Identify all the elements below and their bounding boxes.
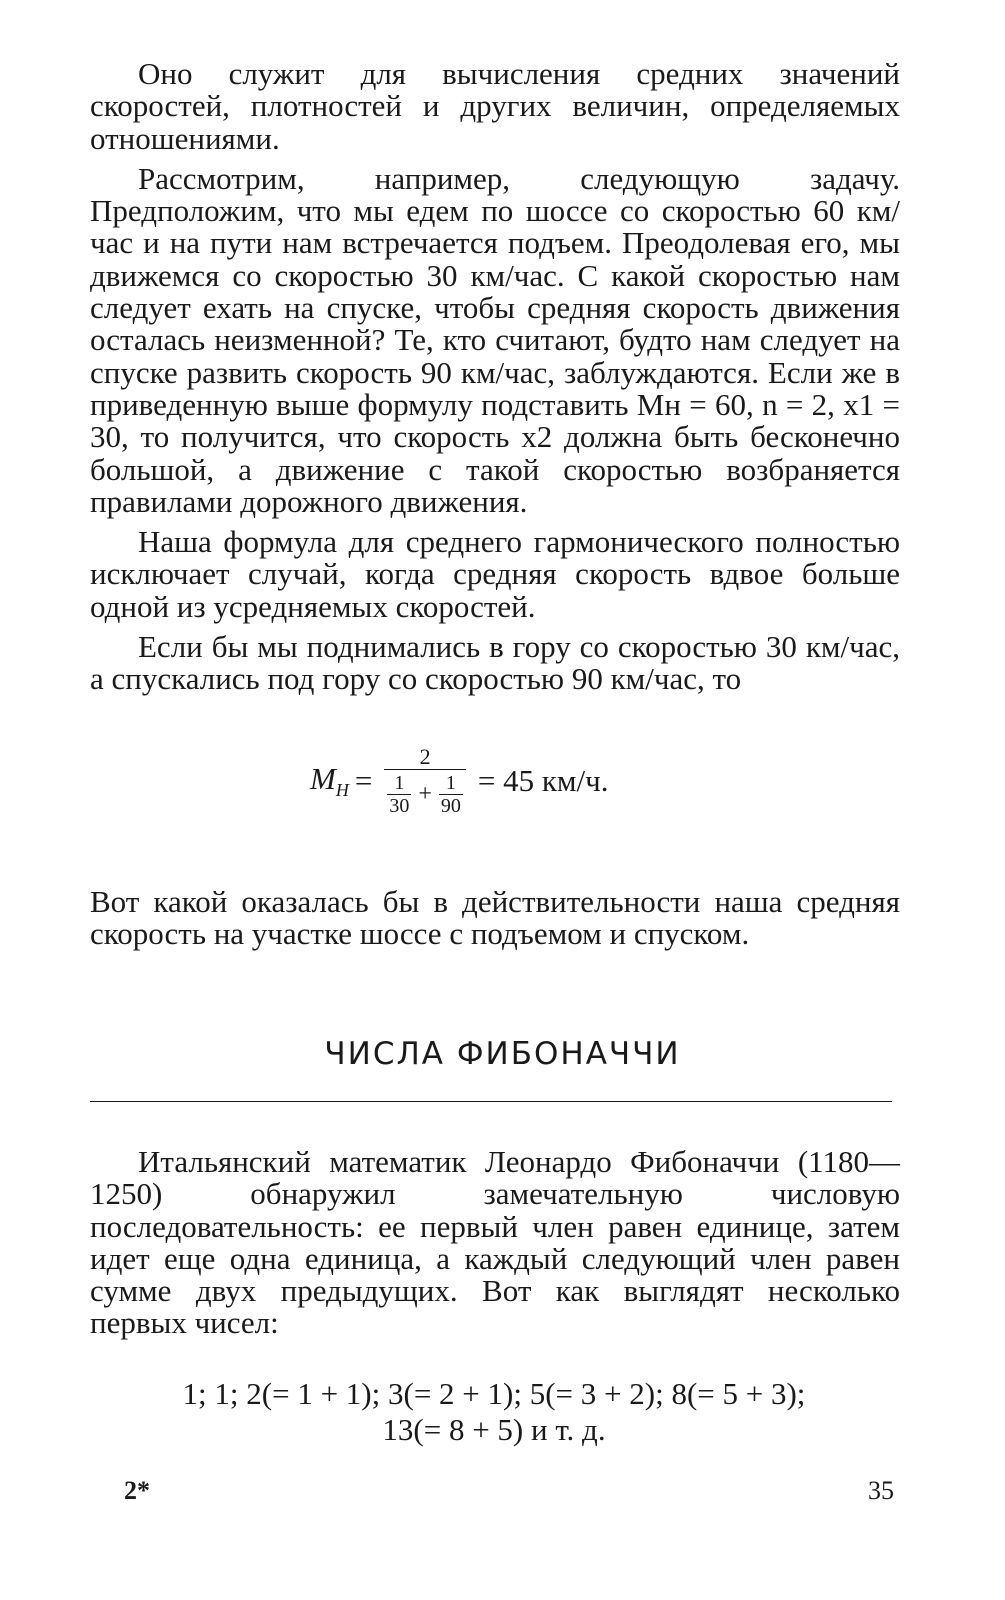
after-formula-block <box>90 886 900 951</box>
page-number: 35 <box>868 1476 894 1505</box>
paragraph-harmonic-note: Наша формула для среднего гармонического полностью исключает случай, когда средняя скорость вдвое больше одной из усредняемых скоростей. <box>90 524 900 624</box>
fraction-denominator <box>384 770 466 817</box>
signature-mark: 2* <box>124 1476 150 1505</box>
harmonic-mean-formula <box>310 745 608 817</box>
paragraph-conclusion: Вот какой оказалась бы в действительности наша средняя скорость на участке шоссе с подъемом и спуском. <box>90 884 900 952</box>
fraction-numerator: 2 <box>419 744 431 769</box>
sequence-line-2: 13(= 8 + 5) и т. д. <box>382 1412 606 1447</box>
fibonacci-sequence <box>86 1376 902 1448</box>
formula-equals: = <box>354 763 373 798</box>
sub-fraction-left <box>387 772 411 817</box>
sub-fraction-right <box>439 772 463 817</box>
paragraph-uphill-downhill: Если бы мы поднимались в гору со скоростью 30 км/час, а спускались под гору со скоростью 90 км/час, то <box>90 629 900 697</box>
sub-fraction-left-numerator: 1 <box>394 772 405 794</box>
sub-fraction-right-numerator: 1 <box>445 772 456 794</box>
main-fraction <box>384 745 466 817</box>
paragraph-speed-problem: Рассмотрим, например, следующую задачу. Предположим, что мы едем по шоссе со скоростью 60 км/час и на пути нам встречается подъем. Преодолевая его, мы движемся со скоростью 30 км/час. С какой скоростью нам следует ехать на спуске, чтобы средняя скорость движения осталась неизменной? Те, кто считают, будто нам следует на спуске развить скорость 90 км/час, заблуждаются. Если же в приведенную выше формулу подставить Mн = 60, n = 2, x1 = 30, то получится, что скорость x2 должна быть бесконечно большой, а движение с такой скоростью возбраняется правилами дорожного движения. <box>90 160 900 519</box>
section-heading: ЧИСЛА ФИБОНАЧЧИ <box>324 1036 681 1072</box>
formula-result: = 45 км/ч. <box>477 763 609 798</box>
sequence-line-1: 1; 1; 2(= 1 + 1); 3(= 2 + 1); 5(= 3 + 2); 8(= 5 + 3); <box>182 1376 806 1411</box>
sub-fraction-left-denominator: 30 <box>389 795 410 817</box>
sub-fraction-right-denominator: 90 <box>440 795 461 817</box>
denominator-plus: + <box>418 781 432 807</box>
page-body <box>90 58 900 696</box>
fibonacci-block <box>90 1146 900 1340</box>
paragraph-averages: Оно служит для вычисления средних значений скоростей, плотностей и других величин, определяемых отношениями. <box>90 56 900 156</box>
paragraph-fibonacci-intro: Итальянский математик Леонардо Фибоначчи (1180—1250) обнаружил замечательную числовую последовательность: ее первый член равен единице, затем идет еще одна единица, а каждый следующий член равен сумме двух предыдущих. Вот как выглядят несколько первых чисел: <box>90 1144 900 1341</box>
formula-lhs: $M_H$ <box>310 760 349 801</box>
heading-rule <box>90 1101 892 1102</box>
